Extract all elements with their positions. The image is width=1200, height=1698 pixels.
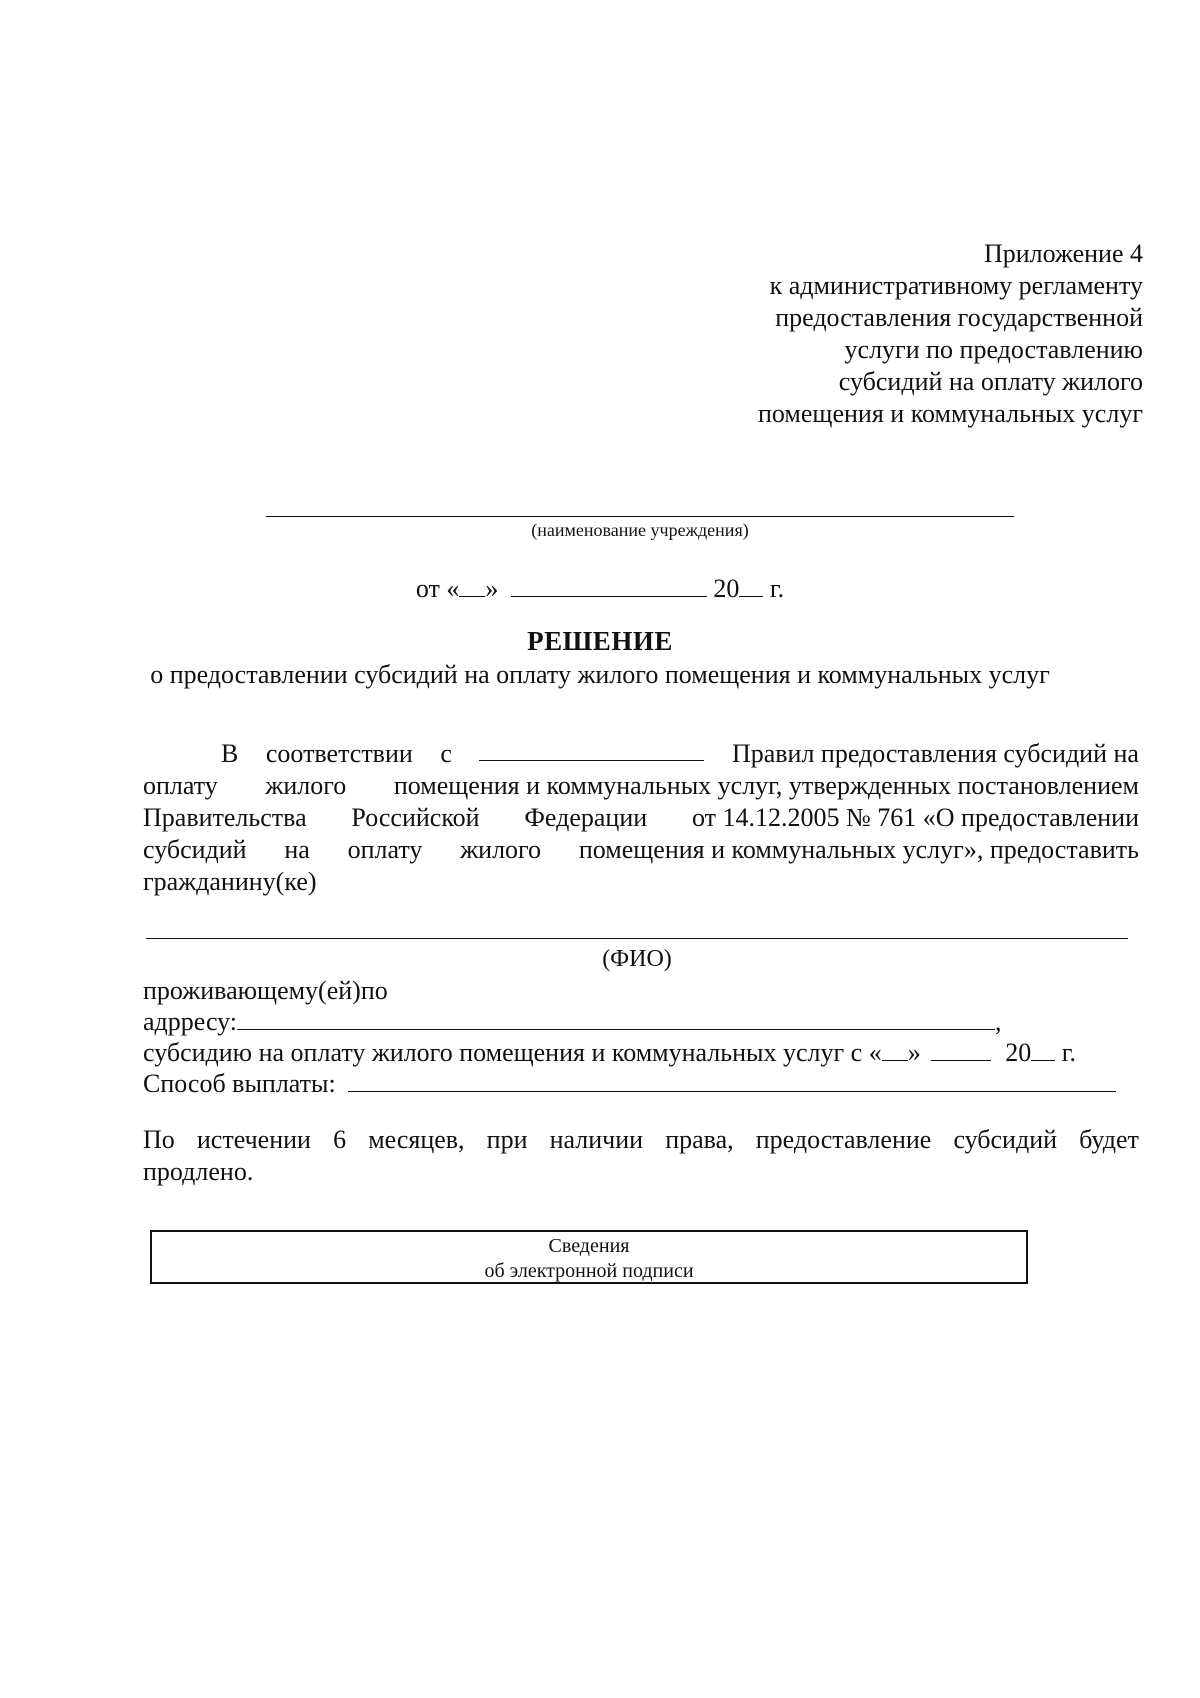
- note-word: По: [143, 1125, 175, 1154]
- date-prefix: от «: [415, 574, 460, 603]
- note-word: субсидий: [953, 1125, 1058, 1154]
- note-line: [143, 1124, 1139, 1156]
- note-word: 6: [333, 1125, 347, 1154]
- signature-box-line: Сведения: [548, 1235, 630, 1257]
- date-day-blank: [459, 574, 485, 597]
- paragraph-text: гражданину(ке): [143, 867, 317, 896]
- fio-blank-line: [146, 938, 1128, 939]
- paragraph-line: [143, 834, 1139, 866]
- subsidy-year-suffix: г.: [1055, 1038, 1076, 1067]
- paragraph-word: В: [221, 739, 239, 768]
- residing-line: проживающему(ей)по: [143, 976, 388, 1005]
- address-blank: [237, 1007, 995, 1030]
- paragraph-line: [143, 802, 1139, 834]
- note-word: наличии: [549, 1125, 644, 1154]
- paragraph-line: [143, 866, 1139, 898]
- subsidy-close-quote: »: [907, 1038, 921, 1067]
- paragraph-text: от 14.12.2005 № 761 «О предоставлении: [691, 803, 1139, 832]
- document-subtitle: о предоставлении субсидий на оплату жилого помещения и коммунальных услуг: [150, 660, 1050, 689]
- date-year-suffix: г.: [763, 574, 785, 603]
- note-word: права,: [665, 1125, 734, 1154]
- subsidy-day-blank: [882, 1038, 908, 1061]
- subsidy-text: субсидию на оплату жилого помещения и коммунальных услуг с «: [143, 1038, 882, 1067]
- paragraph-word: Правительства: [143, 803, 307, 832]
- paragraph-word: субсидий: [143, 835, 247, 864]
- subsidy-month-blank: [931, 1038, 991, 1061]
- payment-label: Способ выплаты:: [143, 1069, 336, 1098]
- appendix-line: предоставления государственной: [775, 303, 1143, 332]
- decision-date: [0, 574, 1200, 604]
- rule-blank: [479, 738, 704, 761]
- date-close-quote: »: [485, 574, 499, 603]
- note-line: продлено.: [143, 1157, 254, 1186]
- note-word: при: [486, 1125, 528, 1154]
- extension-note: [143, 1124, 1139, 1188]
- paragraph-word: на: [284, 835, 310, 864]
- paragraph-word: Российской: [351, 803, 480, 832]
- paragraph-word: Федерации: [524, 803, 648, 832]
- paragraph-word: оплату: [347, 835, 423, 864]
- subsidy-year-prefix: 20: [1005, 1038, 1032, 1067]
- paragraph-word: с: [440, 739, 452, 768]
- appendix-line: услуги по предоставлению: [844, 335, 1143, 364]
- signature-box-line: об электронной подписи: [484, 1260, 694, 1282]
- note-word: будет: [1079, 1125, 1139, 1154]
- payment-blank: [348, 1069, 1116, 1092]
- appendix-header: [758, 238, 1143, 430]
- date-month-blank: [511, 574, 707, 597]
- subsidy-year-blank: [1031, 1038, 1055, 1061]
- organization-caption: (наименование учреждения): [531, 520, 749, 540]
- paragraph-word: жилого: [460, 835, 542, 864]
- paragraph-word: соответствии: [265, 739, 413, 768]
- address-block: [143, 975, 1143, 1099]
- paragraph-word: жилого: [265, 771, 347, 800]
- paragraph-line: [143, 738, 1139, 770]
- paragraph-word: оплату: [143, 771, 218, 800]
- note-word: истечении: [196, 1125, 311, 1154]
- appendix-line: Приложение 4: [983, 239, 1143, 268]
- note-word: предоставление: [755, 1125, 932, 1154]
- organization-blank-line: [266, 516, 1014, 517]
- electronic-signature-box: [150, 1230, 1028, 1284]
- address-line: [143, 1006, 1143, 1037]
- paragraph-text: помещения и коммунальных услуг, утвержденных постановлением: [393, 771, 1139, 800]
- date-year-prefix: 20: [713, 574, 740, 603]
- date-year-blank: [739, 574, 763, 597]
- appendix-line: субсидий на оплату жилого: [838, 367, 1143, 396]
- paragraph-text: Правил предоставления субсидий на: [731, 739, 1139, 768]
- address-label: адрресу:: [143, 1007, 238, 1036]
- payment-line: [143, 1068, 1143, 1099]
- document-title: РЕШЕНИЕ: [527, 626, 673, 656]
- fio-caption: (ФИО): [602, 946, 672, 972]
- main-paragraph: [143, 738, 1139, 898]
- address-comma: ,: [995, 1007, 1002, 1036]
- paragraph-text: помещения и коммунальных услуг», предоставить: [578, 835, 1139, 864]
- subsidy-line: [143, 1037, 1143, 1068]
- appendix-line: к административному регламенту: [769, 271, 1143, 300]
- appendix-line: помещения и коммунальных услуг: [758, 399, 1143, 428]
- paragraph-line: [143, 770, 1139, 802]
- note-word: месяцев,: [368, 1125, 465, 1154]
